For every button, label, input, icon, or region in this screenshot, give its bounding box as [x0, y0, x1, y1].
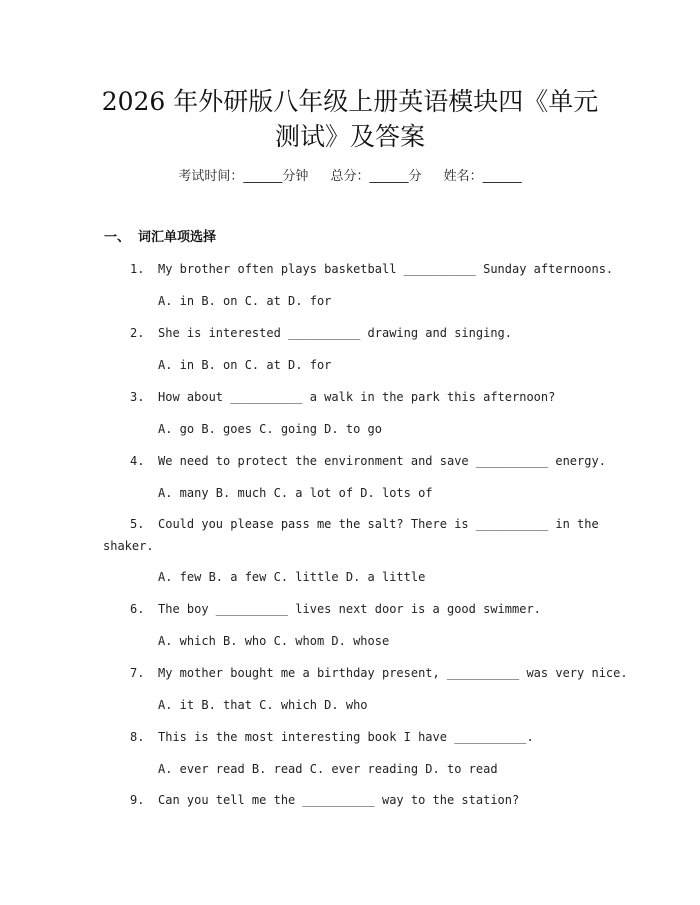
- page-title-line-1: 2026 年外研版八年级上册英语模块四《单元: [101, 87, 599, 116]
- question-text: We need to protect the environment and save __________ energy.: [158, 454, 606, 468]
- question-text: My brother often plays basketball __________ Sunday afternoons.: [158, 262, 614, 276]
- question-3-options: A. go B. goes C. going D. to go: [158, 422, 382, 436]
- question-8-options: A. ever read B. read C. ever reading D. to read: [158, 762, 498, 776]
- section-title: 词汇单项选择: [138, 230, 217, 245]
- exam-info-line: [0, 167, 700, 187]
- question-number: 5.: [130, 517, 145, 531]
- question-number: 7.: [130, 666, 145, 680]
- question-number: 2.: [130, 326, 145, 340]
- question-text: Could you please pass me the salt? There is __________ in the: [158, 517, 599, 531]
- exam-time-label: 考试时间：______分钟: [178, 169, 309, 184]
- question-text: How about __________ a walk in the park this afternoon?: [158, 390, 556, 404]
- question-text: She is interested __________ drawing and singing.: [158, 326, 513, 340]
- question-2-options: A. in B. on C. at D. for: [158, 358, 332, 372]
- section-number: 一、: [104, 230, 131, 245]
- question-text: Can you tell me the __________ way to the station?: [158, 793, 520, 807]
- question-text: My mother bought me a birthday present, __________ was very nice.: [158, 666, 628, 680]
- section-heading: [104, 228, 216, 248]
- question-number: 1.: [130, 262, 145, 276]
- question-1-options: A. in B. on C. at D. for: [158, 294, 332, 308]
- question-5-text-continued: shaker.: [103, 539, 154, 553]
- question-text: This is the most interesting book I have __________.: [158, 730, 534, 744]
- question-number: 6.: [130, 602, 145, 616]
- question-7-options: A. it B. that C. which D. who: [158, 698, 368, 712]
- question-number: 8.: [130, 730, 145, 744]
- student-name-label: 姓名：______: [443, 169, 522, 184]
- question-text: The boy __________ lives next door is a good swimmer.: [158, 602, 541, 616]
- question-4-options: A. many B. much C. a lot of D. lots of: [158, 486, 433, 500]
- question-number: 9.: [130, 793, 145, 807]
- question-6-options: A. which B. who C. whom D. whose: [158, 634, 390, 648]
- page-title-line-2: 测试》及答案: [274, 122, 425, 151]
- question-number: 4.: [130, 454, 145, 468]
- question-number: 3.: [130, 390, 145, 404]
- question-5-options: A. few B. a few C. little D. a little: [158, 570, 426, 584]
- total-score-label: 总分：______分: [330, 169, 422, 184]
